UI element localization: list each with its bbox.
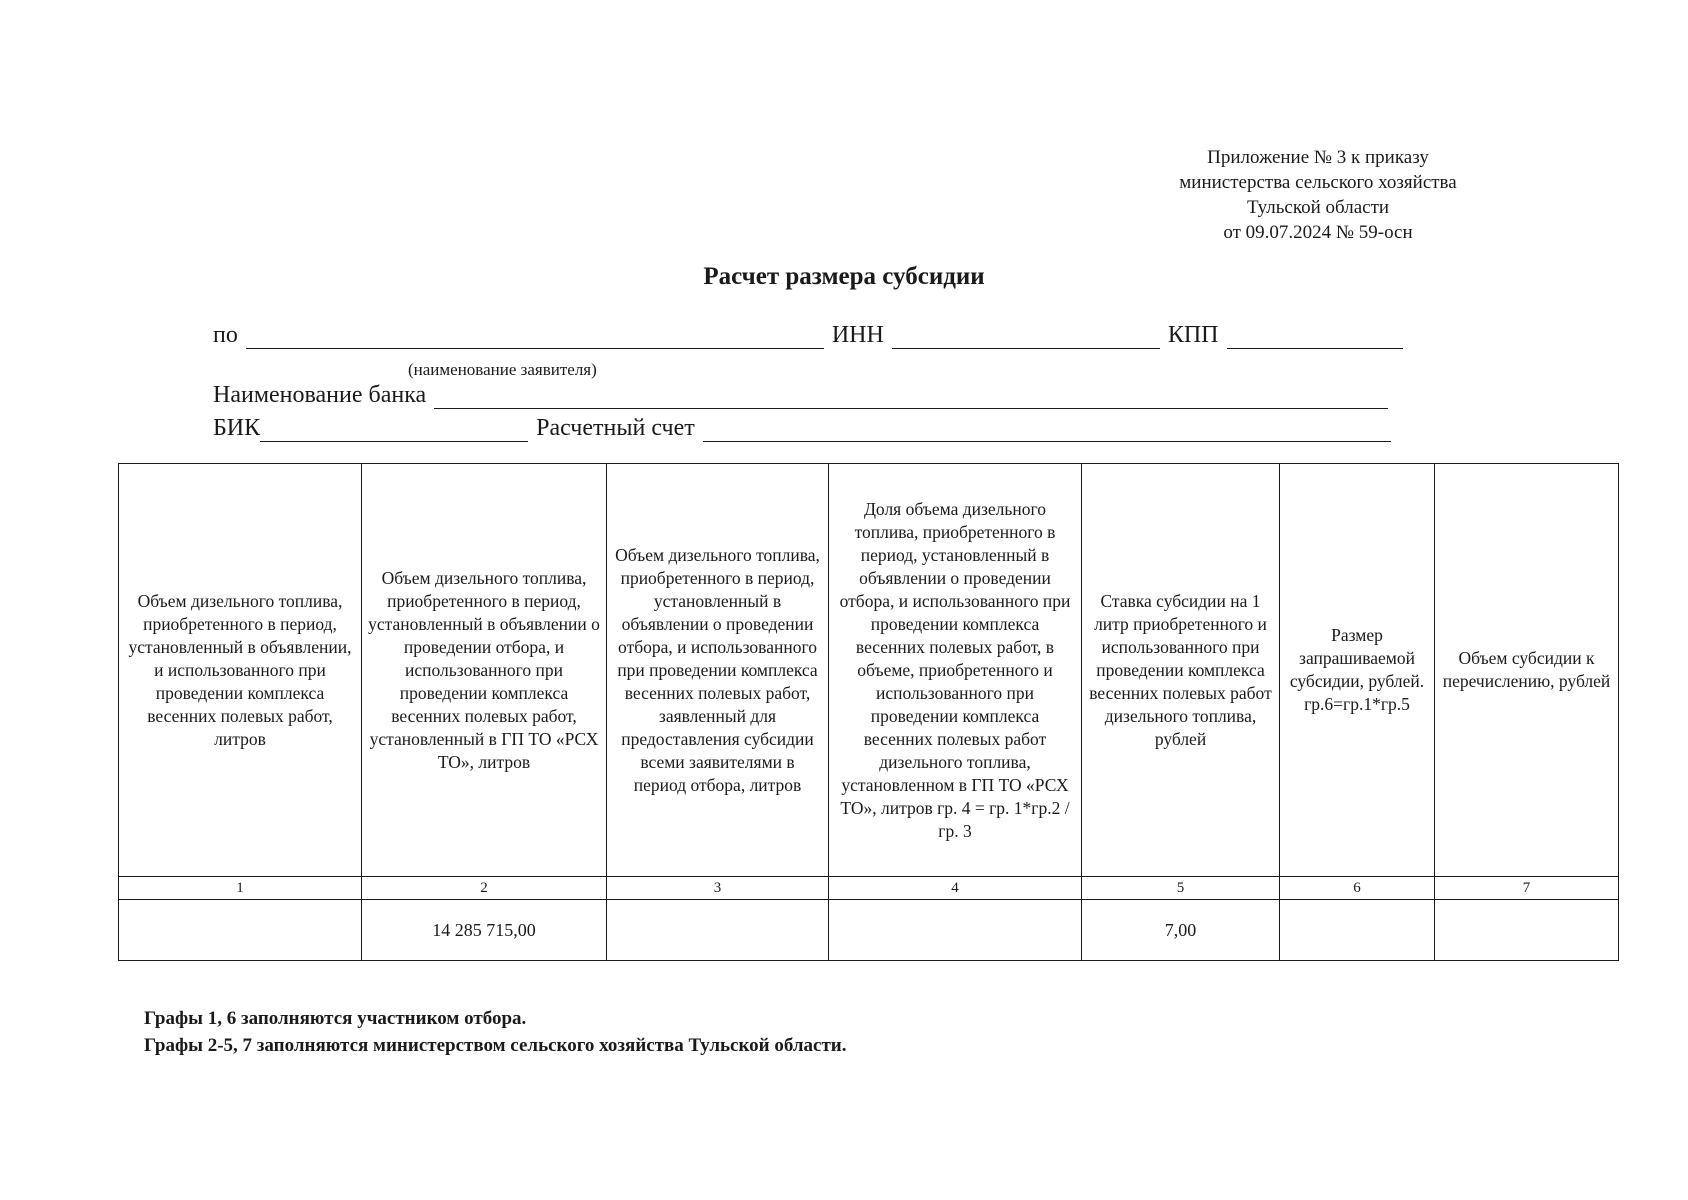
footnote-line-2: Графы 2-5, 7 заполняются министерством сельского хозяйства Тульской области. — [144, 1035, 847, 1056]
appendix-line-3: Тульской области — [1246, 197, 1390, 218]
inn-field[interactable] — [892, 322, 1160, 349]
account-label: Расчетный счет — [536, 415, 695, 441]
column-number-row — [119, 877, 1619, 900]
table-cell[interactable] — [607, 900, 829, 961]
table-cell[interactable] — [119, 900, 362, 961]
table-cell[interactable] — [829, 900, 1082, 961]
bank-row — [213, 382, 1396, 409]
column-header: Объем субсидии к перечислению, рублей — [1435, 464, 1619, 877]
column-header: Размер запрашиваемой субсидии, рублей. гр.6=гр.1*гр.5 — [1280, 464, 1435, 877]
appendix-line-2: министерства сельского хозяйства — [1179, 172, 1457, 193]
column-header: Объем дизельного топлива, приобретенного в период, установленный в объявлении о проведении отбора, и использованного при проведении комплекса весенних полевых работ, заявленный для предоставления субсидии всеми заявителями в период отбора, литров — [607, 464, 829, 877]
document-title: Расчет размера субсидии — [703, 263, 985, 290]
column-number: 4 — [829, 877, 1082, 900]
table-header-row — [119, 464, 1619, 877]
bank-label: Наименование банка — [213, 382, 427, 408]
column-number: 6 — [1280, 877, 1435, 900]
column-number: 3 — [607, 877, 829, 900]
table-cell[interactable] — [1435, 900, 1619, 961]
bik-label: БИК — [213, 415, 261, 441]
appendix-line-1: Приложение № 3 к приказу — [1207, 147, 1429, 168]
table-row — [119, 900, 1619, 961]
table-cell[interactable] — [1280, 900, 1435, 961]
applicant-name-field[interactable] — [246, 322, 824, 349]
table-cell[interactable]: 7,00 — [1082, 900, 1280, 961]
bik-field[interactable] — [260, 415, 528, 442]
footnotes — [144, 1005, 847, 1059]
account-field[interactable] — [703, 415, 1391, 442]
footnote-line-1: Графы 1, 6 заполняются участником отбора. — [144, 1008, 527, 1029]
column-number: 1 — [119, 877, 362, 900]
kpp-label: КПП — [1167, 322, 1219, 348]
appendix-header — [1138, 145, 1498, 245]
applicant-hint: (наименование заявителя) — [408, 360, 597, 379]
column-header: Доля объема дизельного топлива, приобретенного в период, установленный в объявлении о проведении отбора, и использованного при проведении комплекса весенних полевых работ, в объеме, приобретенного и использованного при проведении комплекса весенних полевых работ дизельного топлива, установленном в ГП ТО «РСХ ТО», литров гр. 4 = гр. 1*гр.2 / гр. 3 — [829, 464, 1082, 877]
appendix-line-4: от 09.07.2024 № 59-осн — [1223, 222, 1413, 243]
column-number: 2 — [362, 877, 607, 900]
column-header: Ставка субсидии на 1 литр приобретенного и использованного при проведении комплекса весенних полевых работ дизельного топлива, рублей — [1082, 464, 1280, 877]
table-cell[interactable]: 14 285 715,00 — [362, 900, 607, 961]
bik-row — [213, 415, 1399, 442]
kpp-field[interactable] — [1227, 322, 1403, 349]
po-label: по — [213, 322, 238, 348]
subsidy-table — [118, 463, 1619, 961]
column-number: 7 — [1435, 877, 1619, 900]
inn-label: ИНН — [831, 322, 884, 348]
column-header: Объем дизельного топлива, приобретенного в период, установленный в объявлении, и использованного при проведении комплекса весенних полевых работ, литров — [119, 464, 362, 877]
applicant-row — [213, 322, 1411, 349]
column-header: Объем дизельного топлива, приобретенного в период, установленный в объявлении о проведении отбора, и использованного при проведении комплекса весенних полевых работ, установленный в ГП ТО «РСХ ТО», литров — [362, 464, 607, 877]
column-number: 5 — [1082, 877, 1280, 900]
bank-name-field[interactable] — [434, 382, 1388, 409]
